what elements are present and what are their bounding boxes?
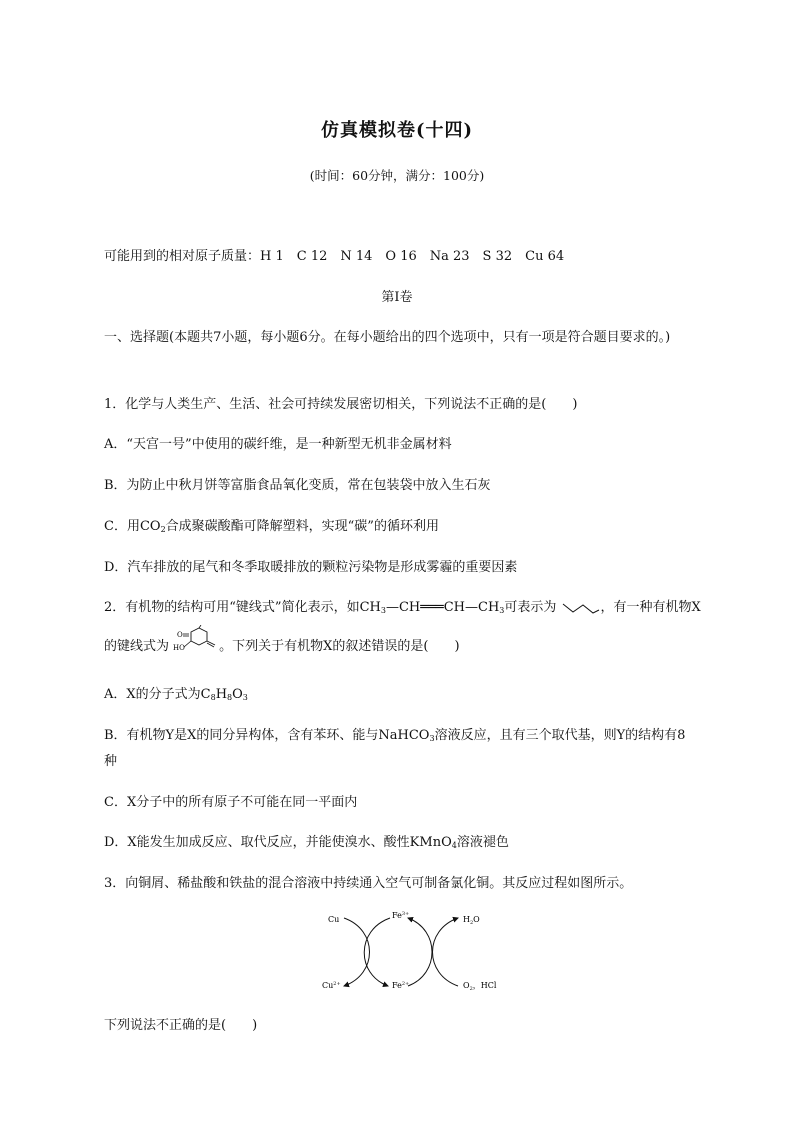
q1-stem: 1．化学与人类生产、生活、社会可持续发展密切相关，下列说法不正确的是( ) xyxy=(104,397,578,412)
q1-option-c: C．用$CO_2$合成聚碳酸酯可降解塑料，实现“碳”的循环利用 xyxy=(104,519,439,534)
q2-option-d: D．X能发生加成反应、取代反应，并能使溴水、酸性KMnO$_4$溶液褪色 xyxy=(104,835,509,850)
q2-stem-line2: 的键线式为 O HO 。下列关于有机物X的叙述错误的是( ) xyxy=(104,638,460,656)
q2-stem-line1: 2．有机物的结构可用“键线式”简化表示，如$CH_3—CH═══CH—CH_3$可表示为 ，有一种有机物X xyxy=(104,600,701,615)
svg-text:O: O xyxy=(177,630,183,639)
butene-skeletal-structure xyxy=(561,600,601,616)
q2-option-c: C．X分子中的所有原子不可能在同一平面内 xyxy=(104,795,358,810)
label-fe3: $Fe^{3+}$ xyxy=(392,911,410,920)
exam-time-score: (时间：60分钟，满分：100分) xyxy=(309,168,485,183)
arc-fe2-to-fe3 xyxy=(408,918,432,986)
atomic-masses: 可能用到的相对原子质量：H 1 C 12 N 14 O 16 Na 23 S 32 Cu 64 xyxy=(104,249,565,264)
arc-fe3-to-fe2 xyxy=(364,918,390,986)
q2-option-b-line1: B．有机物Y是X的同分异构体，含有苯环、能与NaHCO$_3$溶液反应，且有三个取代基，则Y的结构有8 xyxy=(104,728,686,743)
svg-text:HO: HO xyxy=(173,643,185,652)
label-h2o: $H_2O$ xyxy=(463,915,480,926)
q2-option-a: A．X的分子式为$C_8H_8O_3$ xyxy=(104,687,248,702)
q1-option-a: A．“天宫一号”中使用的碳纤维，是一种新型无机非金属材料 xyxy=(104,437,452,452)
q2-option-b-line2: 种 xyxy=(104,754,118,769)
arc-o2hcl-to-h2o xyxy=(433,918,459,986)
q1-option-b: B．为防止中秋月饼等富脂食品氧化变质，常在包装袋中放入生石灰 xyxy=(104,478,491,493)
label-cu: Cu xyxy=(328,915,340,924)
q1-option-d: D．汽车排放的尾气和冬季取暖排放的颗粒污染物是形成雾霾的重要因素 xyxy=(104,560,518,575)
q3-question: 下列说法不正确的是( ) xyxy=(104,1018,258,1033)
page-title: 仿真模拟卷(十四) xyxy=(320,120,474,141)
reaction-cycle-diagram xyxy=(318,904,506,1000)
section-one-instructions: 一、选择题(本题共7小题，每小题6分。在每小题给出的四个选项中，只有一项是符合题目要求的。) xyxy=(104,330,671,345)
label-cu2: $Cu^{2+}$ xyxy=(322,981,341,990)
label-fe2: $Fe^{2+}$ xyxy=(392,981,410,990)
compound-x-skeletal-structure xyxy=(173,625,219,655)
arc-cu-to-cu2 xyxy=(344,918,370,986)
volume-heading: 第Ⅰ卷 xyxy=(381,290,413,305)
label-o2-hcl: $O_2$，HCl xyxy=(463,981,497,992)
q3-stem: 3．向铜屑、稀盐酸和铁盐的混合溶液中持续通入空气可制备氯化铜。其反应过程如图所示。 xyxy=(104,876,633,891)
